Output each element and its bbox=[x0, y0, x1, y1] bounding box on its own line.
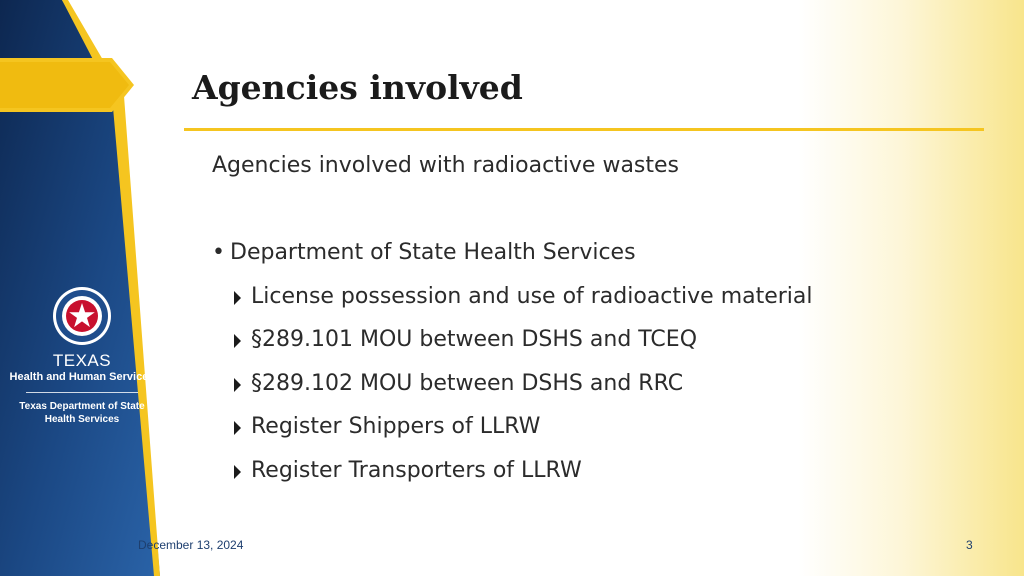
logo-dshs-line2: Health Services bbox=[44, 414, 120, 425]
caret-right-icon bbox=[234, 421, 241, 435]
caret-right-icon bbox=[234, 291, 241, 305]
list-item-text: License possession and use of radioactive material bbox=[251, 284, 813, 309]
page-number: 3 bbox=[966, 538, 973, 552]
list-item-text: Register Shippers of LLRW bbox=[251, 414, 541, 440]
logo-divider bbox=[26, 392, 138, 393]
sub-bullet-list bbox=[230, 284, 813, 501]
list-item-text: §289.102 MOU between DSHS and RRC bbox=[251, 370, 684, 396]
bullet-dot-icon: • bbox=[212, 240, 225, 265]
list-item bbox=[230, 414, 813, 457]
list-item-text: §289.101 MOU between DSHS and TCEQ bbox=[251, 327, 698, 353]
left-brand-panel bbox=[0, 0, 160, 576]
list-item bbox=[230, 284, 813, 327]
caret-right-icon bbox=[234, 465, 241, 479]
slide-subtitle: Agencies involved with radioactive wastes bbox=[212, 153, 680, 178]
bullet-item bbox=[212, 240, 636, 265]
caret-right-icon bbox=[234, 378, 241, 392]
agency-logo bbox=[8, 286, 156, 426]
caret-right-icon bbox=[234, 334, 241, 348]
list-item-text: Register Transporters of LLRW bbox=[251, 457, 582, 483]
logo-texas-text: TEXAS bbox=[52, 351, 112, 370]
list-item bbox=[230, 458, 813, 501]
slide-title: Agencies involved bbox=[192, 68, 523, 107]
list-item bbox=[230, 371, 813, 414]
logo-dshs-line1: Texas Department of State bbox=[19, 401, 145, 412]
logo-hhs-text: Health and Human Services bbox=[9, 371, 155, 383]
footer-date: December 13, 2024 bbox=[138, 538, 244, 552]
bullet-text: Department of State Health Services bbox=[230, 240, 636, 265]
title-underline bbox=[184, 128, 984, 131]
list-item bbox=[230, 327, 813, 370]
texas-star-seal-icon bbox=[52, 286, 112, 346]
